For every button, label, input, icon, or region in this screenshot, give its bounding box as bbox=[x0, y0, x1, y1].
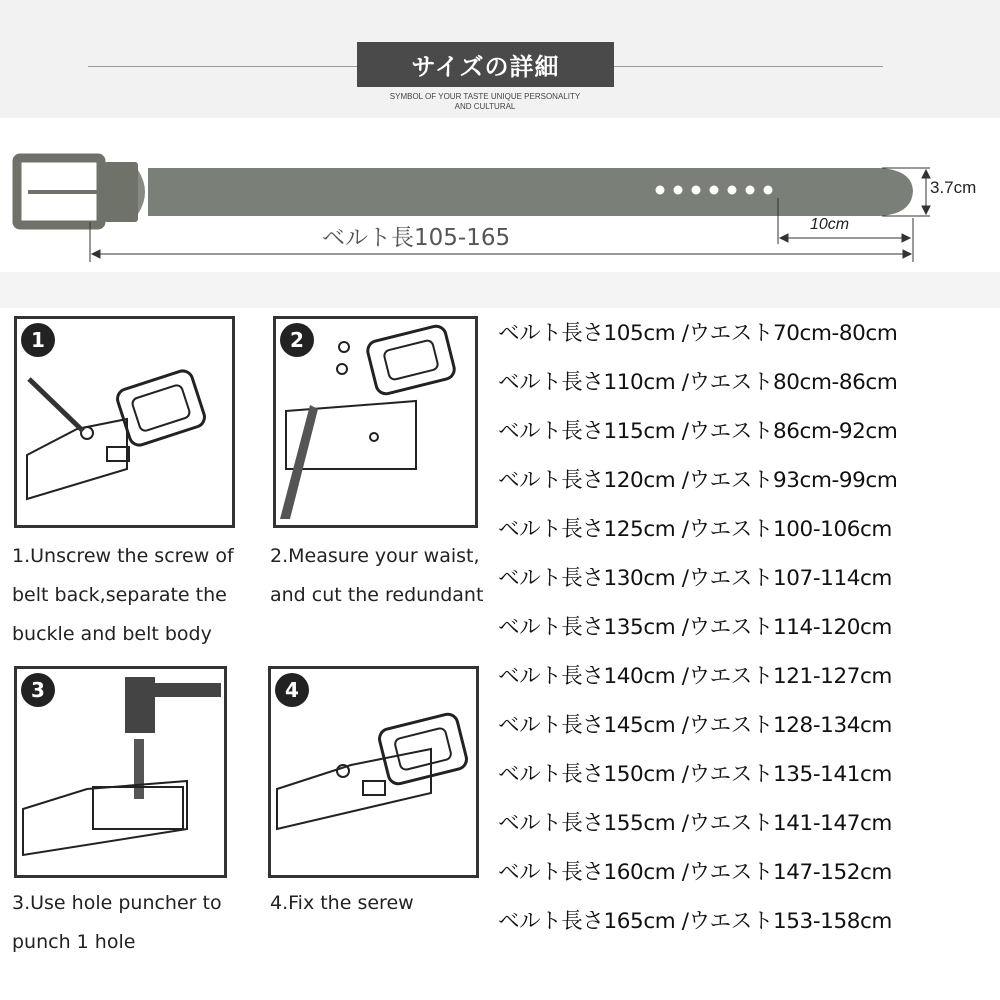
belt-width-label: 3.7cm bbox=[930, 178, 977, 197]
page-title: サイズの詳細 bbox=[357, 42, 614, 87]
page-subtitle bbox=[340, 92, 630, 112]
size-row: ベルト長さ125cm /ウエスト100-106cm bbox=[498, 517, 892, 542]
size-row: ベルト長さ130cm /ウエスト107-114cm bbox=[498, 566, 892, 591]
cut-illustration bbox=[276, 319, 475, 525]
step-2-caption bbox=[270, 537, 483, 615]
step-3-caption-line: punch 1 hole bbox=[12, 931, 136, 953]
belt-fold bbox=[138, 170, 145, 214]
step-3-illustration bbox=[14, 666, 227, 878]
size-row: ベルト長さ150cm /ウエスト135-141cm bbox=[498, 762, 892, 787]
step-3-caption-line: 3.Use hole puncher to bbox=[12, 892, 222, 914]
size-row: ベルト長さ105cm /ウエスト70cm-80cm bbox=[498, 321, 898, 346]
subtitle-line-1: SYMBOL OF YOUR TASTE UNIQUE PERSONALITY bbox=[389, 92, 581, 101]
step-2-illustration bbox=[273, 316, 478, 528]
size-chart bbox=[498, 312, 998, 949]
hole-punch-illustration bbox=[17, 669, 224, 875]
size-row: ベルト長さ135cm /ウエスト114-120cm bbox=[498, 615, 892, 640]
size-row: ベルト長さ145cm /ウエスト128-134cm bbox=[498, 713, 892, 738]
fix-screw-illustration bbox=[271, 669, 476, 875]
size-row: ベルト長さ120cm /ウエスト93cm-99cm bbox=[498, 468, 898, 493]
size-row: ベルト長さ115cm /ウエスト86cm-92cm bbox=[498, 419, 898, 444]
step-4-illustration bbox=[268, 666, 479, 878]
size-row: ベルト長さ155cm /ウエスト141-147cm bbox=[498, 811, 892, 836]
size-row: ベルト長さ140cm /ウエスト121-127cm bbox=[498, 664, 892, 689]
step-1-number: 1 bbox=[21, 323, 55, 357]
step-2-caption-line: and cut the redundant bbox=[270, 584, 484, 606]
step-1-caption-line: 1.Unscrew the screw of bbox=[12, 545, 234, 567]
step-4-number: 4 bbox=[275, 673, 309, 707]
size-row: ベルト長さ110cm /ウエスト80cm-86cm bbox=[498, 370, 898, 395]
step-2-number: 2 bbox=[280, 323, 314, 357]
step-3-number: 3 bbox=[21, 673, 55, 707]
step-1-caption-line: buckle and belt body bbox=[12, 623, 212, 645]
belt-keeper bbox=[104, 162, 138, 222]
unscrew-illustration bbox=[17, 319, 232, 525]
belt-length-label: ベルト長105-165 bbox=[322, 225, 511, 251]
belt-strap bbox=[148, 168, 913, 216]
size-row: ベルト長さ165cm /ウエスト153-158cm bbox=[498, 909, 892, 934]
step-1-illustration bbox=[14, 316, 235, 528]
step-1-caption-line: belt back,separate the bbox=[12, 584, 227, 606]
size-row: ベルト長さ160cm /ウエスト147-152cm bbox=[498, 860, 892, 885]
step-2-caption-line: 2.Measure your waist, bbox=[270, 545, 480, 567]
step-4-caption bbox=[270, 884, 414, 923]
subtitle-line-2: AND CULTURAL bbox=[454, 102, 516, 111]
step-4-caption-line: 4.Fix the serew bbox=[270, 892, 414, 914]
step-3-caption bbox=[12, 884, 222, 962]
step-1-caption bbox=[12, 537, 234, 654]
hole-span-label: 10cm bbox=[810, 216, 850, 233]
separator-band bbox=[0, 272, 1000, 308]
